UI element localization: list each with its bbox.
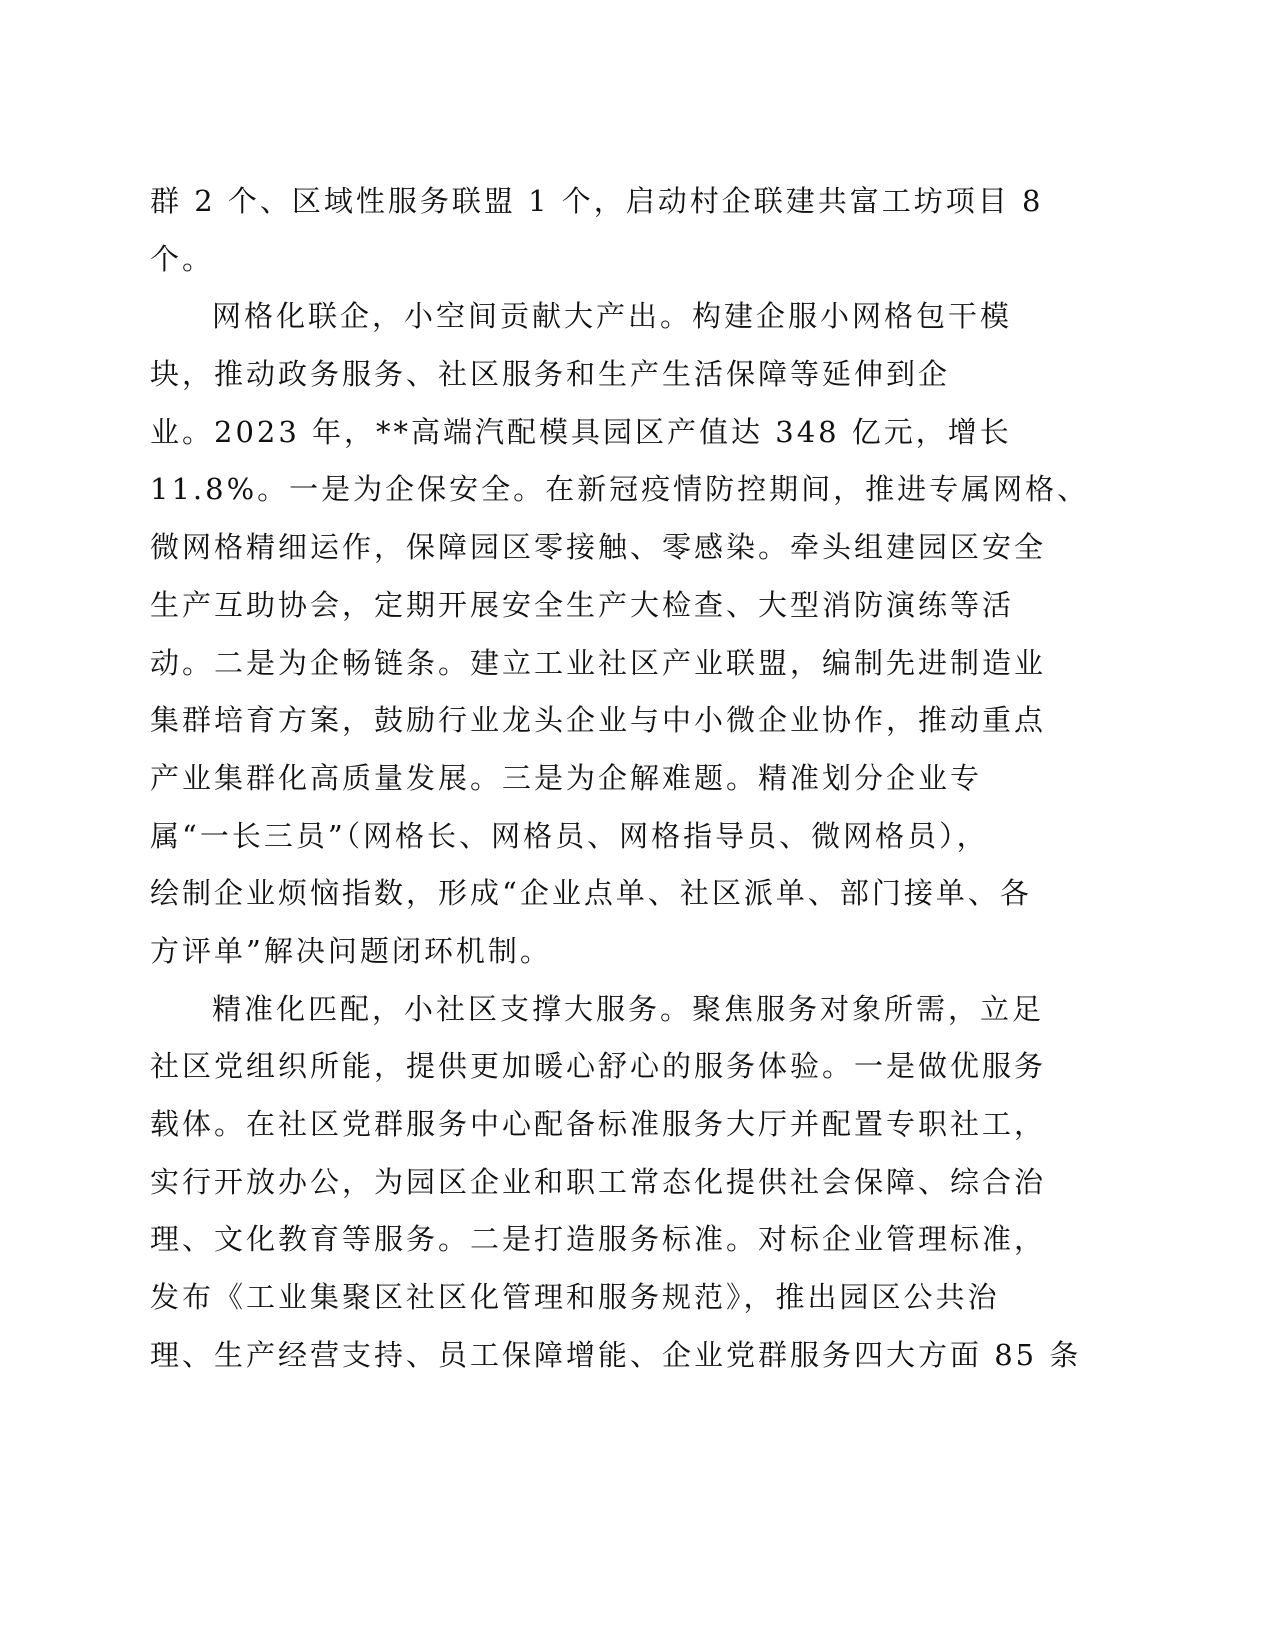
text-line: 生产互助协会，定期开展安全生产大检查、大型消防演练等活: [150, 587, 1015, 622]
text-line: 11.8%。一是为企保安全。在新冠疫情防控期间，推进专属网格、: [150, 472, 1090, 507]
text-line: 绘制企业烦恼指数，形成“企业点单、社区派单、部门接单、各: [150, 876, 1032, 911]
text-line: 产业集群化高质量发展。三是为企解难题。精准划分企业专: [150, 760, 983, 795]
text-line: 实行开放办公，为园区企业和职工常态化提供社会保障、综合治: [150, 1164, 1047, 1199]
text-line: 发布《工业集聚区社区化管理和服务规范》，推出园区公共治: [150, 1280, 1000, 1315]
text-line: 动。二是为企畅链条。建立工业社区产业联盟，编制先进制造业: [150, 645, 1047, 680]
text-line: 理、生产经营支持、员工保障增能、企业党群服务四大方面 85 条: [150, 1337, 1082, 1372]
text-line: 社区党组织所能，提供更加暖心舒心的服务体验。一是做优服务: [150, 1049, 1047, 1084]
text-line: 方评单”解决问题闭环机制。: [150, 933, 552, 968]
text-line: 群 2 个、区域性服务联盟 1 个，启动村企联建共富工坊项目 8: [150, 184, 1044, 218]
text-line: 个。: [150, 241, 215, 276]
text-line: 集群培育方案，鼓励行业龙头企业与中小微企业协作，推动重点: [150, 703, 1047, 738]
text-line: 载体。在社区党群服务中心配备标准服务大厅并配置专职社工，: [150, 1107, 1047, 1141]
paragraph-start-line: 精准化匹配，小社区支撑大服务。聚焦服务对象所需，立足: [212, 991, 1045, 1026]
text-line: 块，推动政务服务、社区服务和生产生活保障等延伸到企: [150, 357, 951, 392]
text-line: 属“一长三员”（网格长、网格员、网格指导员、微网格员），: [150, 818, 989, 853]
paragraph-start-line: 网格化联企，小空间贡献大产出。构建企服小网格包干模: [212, 299, 1013, 334]
text-line: 业。2023 年，**高端汽配模具园区产值达 348 亿元，增长: [150, 414, 1012, 449]
text-line: 理、文化教育等服务。二是打造服务标准。对标企业管理标准，: [150, 1222, 1047, 1257]
text-line: 微网格精细运作，保障园区零接触、零感染。牵头组建园区安全: [150, 530, 1047, 565]
document-body: [150, 178, 1110, 1389]
